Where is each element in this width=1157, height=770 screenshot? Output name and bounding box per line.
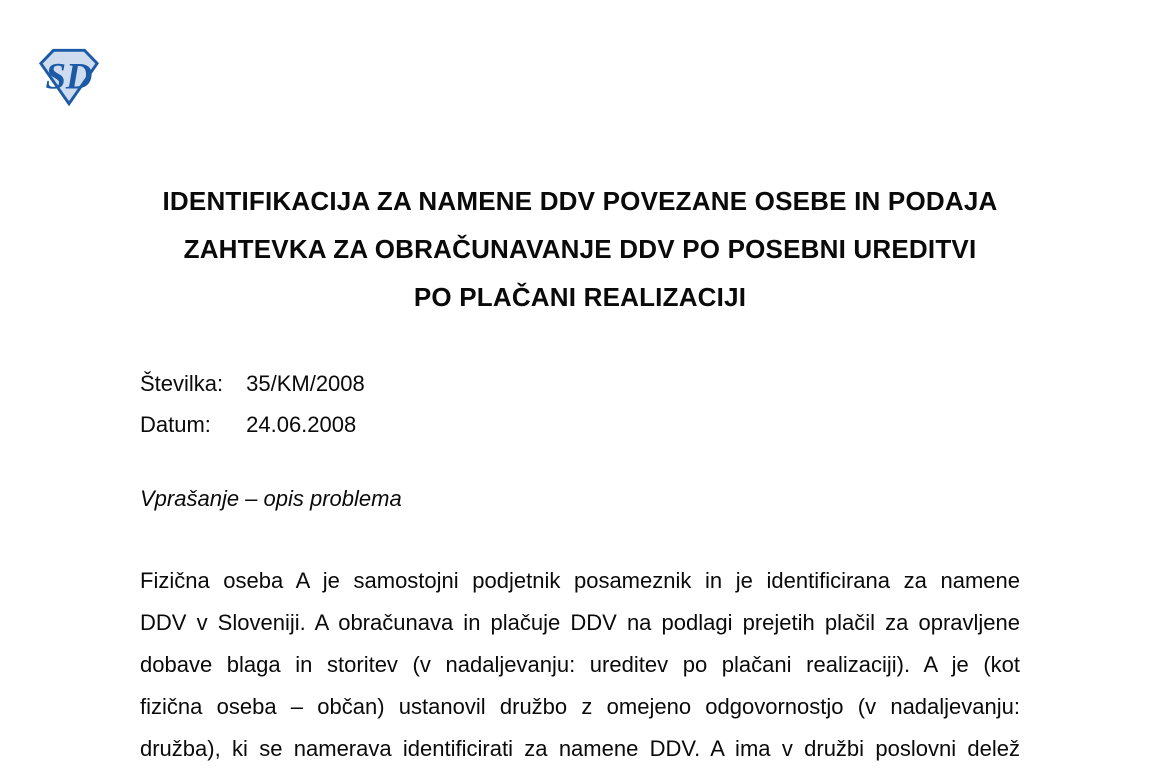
logo-letters: SD xyxy=(45,55,93,97)
document-meta xyxy=(140,363,365,445)
section-heading-question: Vprašanje – opis problema xyxy=(140,486,402,511)
paragraph-line-1: Fizična oseba A je samostojni podjetnik posameznik in je identificirana za namene xyxy=(140,568,1020,593)
paragraph-line-4: fizična oseba – občan) ustanovil družbo z omejeno odgovornostjo (v nadaljevanju: xyxy=(140,694,1020,719)
document-title-line-2: ZAHTEVKA ZA OBRAČUNAVANJE DDV PO POSEBNI UREDITVI xyxy=(183,234,977,264)
document-title-line-1: IDENTIFIKACIJA ZA NAMENE DDV POVEZANE OSEBE IN PODAJA xyxy=(162,186,998,216)
sd-diamond-logo-icon xyxy=(37,46,101,108)
paragraph-line-5: družba), ki se namerava identificirati za namene DDV. A ima v družbi poslovni delež xyxy=(140,736,1020,761)
document-number-label: Številka: xyxy=(140,371,224,396)
document-title-line-3: PO PLAČANI REALIZACIJI xyxy=(413,282,747,312)
document-date-value: 24.06.2008 xyxy=(246,412,357,437)
body-paragraph xyxy=(140,560,1020,770)
document-number-value: 35/KM/2008 xyxy=(246,371,365,396)
document-date-label: Datum: xyxy=(140,412,211,437)
sd-diamond-logo xyxy=(37,46,101,108)
document-title xyxy=(140,177,1020,321)
paragraph-line-2: DDV v Sloveniji. A obračunava in plačuje DDV na podlagi prejetih plačil za opravljene xyxy=(140,610,1020,635)
document-date-row xyxy=(140,404,365,445)
document-number-row xyxy=(140,363,365,404)
paragraph-line-3: dobave blaga in storitev (v nadaljevanju: ureditev po plačani realizaciji). A je (kot xyxy=(140,652,1020,677)
